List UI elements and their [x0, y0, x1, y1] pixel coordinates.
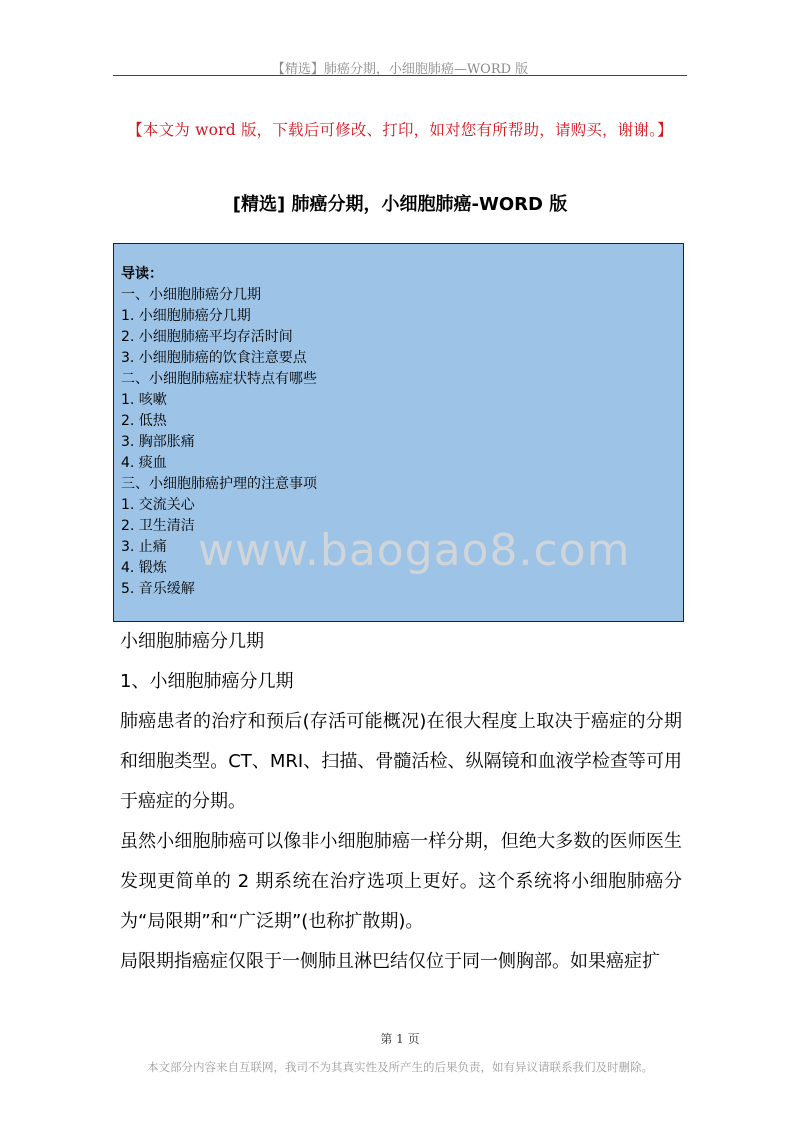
guide-item: 3. 小细胞肺癌的饮食注意要点: [121, 350, 307, 366]
section-heading: 小细胞肺癌分几期: [120, 631, 264, 652]
purchase-notice: 【本文为 word 版，下载后可修改、打印，如对您有所帮助，请购买，谢谢。】: [127, 121, 673, 139]
guide-item: 2. 小细胞肺癌平均存活时间: [121, 329, 293, 345]
guide-item: 3. 胸部胀痛: [121, 434, 195, 450]
guide-item: 二、小细胞肺癌症状特点有哪些: [121, 371, 317, 387]
paragraph: 肺癌患者的治疗和预后(存活可能概况)在很大程度上取决于癌症的分期和细胞类型。CT、MRI、扫描、骨髓活检、纵隔镜和血液学检查等可用于癌症的分期。: [120, 711, 682, 812]
guide-item: 4. 痰血: [121, 455, 167, 471]
watermark: www.baogao8.com: [198, 525, 631, 576]
guide-item: 三、小细胞肺癌护理的注意事项: [121, 476, 317, 492]
guide-item: 一、小细胞肺癌分几期: [121, 287, 261, 303]
paragraph: 局限期指癌症仅限于一侧肺且淋巴结仅位于同一侧胸部。如果癌症扩: [120, 951, 660, 972]
guide-item: 2. 低热: [121, 413, 167, 429]
running-header: 【精选】肺癌分期，小细胞肺癌—WORD 版: [271, 62, 529, 77]
guide-item: 1. 小细胞肺癌分几期: [121, 308, 251, 324]
body-text: [120, 622, 682, 982]
page-number: 第 1 页: [380, 1032, 420, 1046]
guide-item: 1. 交流关心: [121, 497, 195, 513]
guide-item: 1. 咳嗽: [121, 392, 167, 408]
guide-item: 2. 卫生清洁: [121, 518, 195, 534]
guide-heading: 导读：: [121, 266, 163, 282]
guide-item: 5. 音乐缓解: [121, 581, 195, 597]
paragraph: 虽然小细胞肺癌可以像非小细胞肺癌一样分期，但绝大多数的医师医生发现更简单的 2 期系统在治疗选项上更好。这个系统将小细胞肺癌分为“局限期”和“广泛期”(也称扩散期)。: [120, 831, 682, 932]
header-divider: [113, 75, 687, 76]
guide-item: 3. 止痛: [121, 539, 167, 555]
subsection-heading: 1、小细胞肺癌分几期: [120, 671, 294, 692]
document-title: [精选] 肺癌分期，小细胞肺癌-WORD 版: [232, 194, 568, 215]
footer-disclaimer: 本文部分内容来自互联网，我司不为其真实性及所产生的后果负责，如有异议请联系我们及时删除。: [147, 1060, 653, 1074]
guide-item: 4. 锻炼: [121, 560, 167, 576]
